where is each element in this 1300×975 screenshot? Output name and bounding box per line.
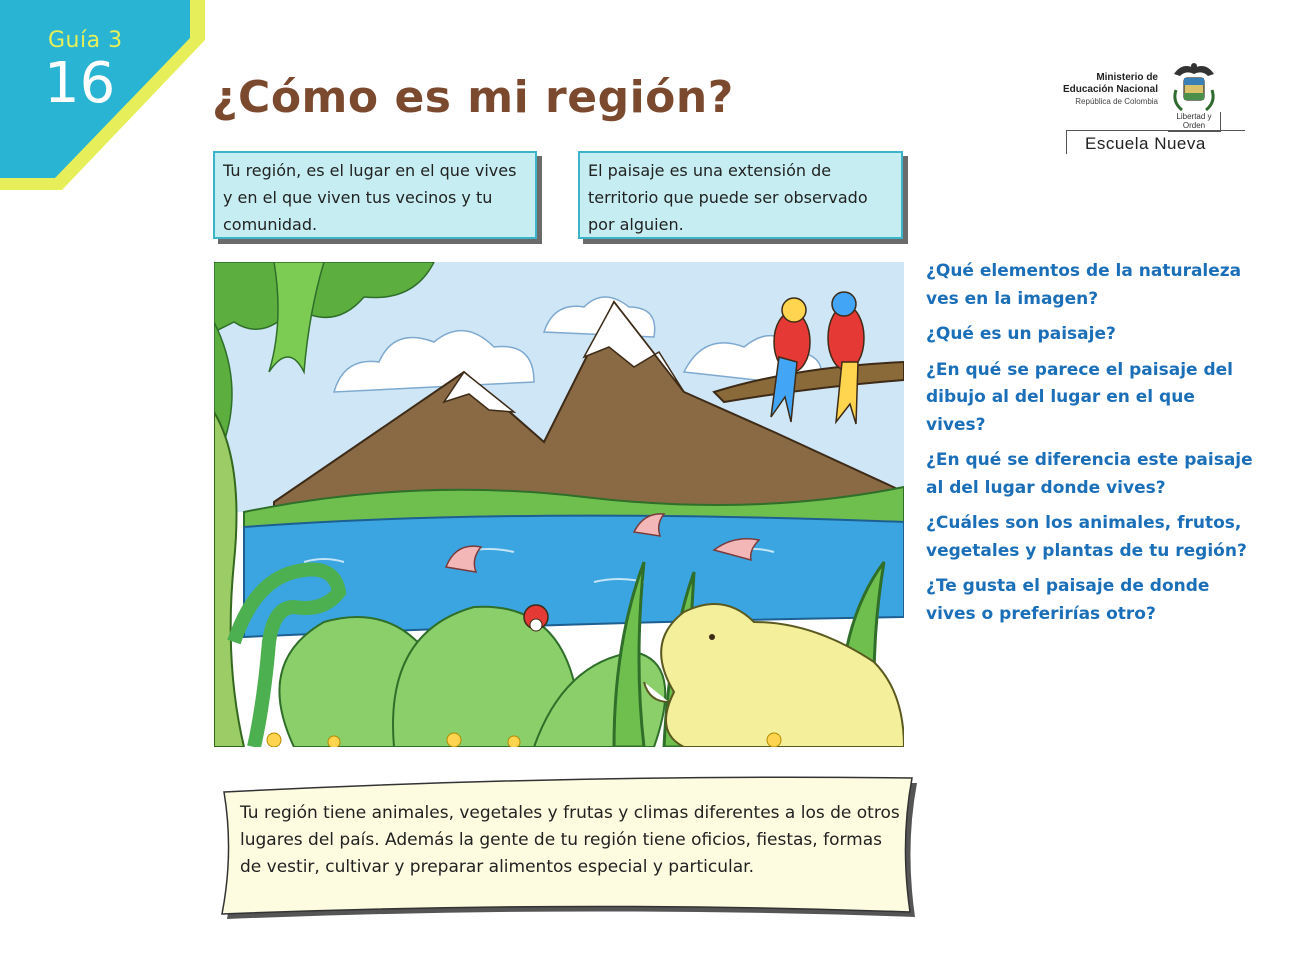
question-item: ¿Qué elementos de la naturaleza ves en la imagen? — [926, 261, 1242, 309]
question-item: ¿Te gusta el paisaje de donde vives o preferirías otro? — [926, 576, 1210, 624]
ministry-name — [1063, 72, 1158, 108]
ministry-line-2: Educación Nacional — [1062, 84, 1158, 95]
guide-label: Guía 3 — [48, 28, 123, 53]
ministry-logo — [1060, 60, 1230, 155]
guide-number: 16 — [44, 51, 116, 116]
coat-of-arms-icon — [1168, 60, 1220, 120]
summary-note-text: Tu región tiene animales, vegetales y frutas y climas diferentes a los de otros lugares del país. Además la gente de tu región tiene oficios, fiestas, formas de vestir, cultivar y preparar alimentos especial y particular. — [240, 803, 900, 877]
definition-region: Tu región, es el lugar en el que vives y en el que viven tus vecinos y tu comunidad. — [213, 151, 537, 239]
question-item: ¿Cuáles son los animales, frutos, vegetales y plantas de tu región? — [926, 513, 1247, 561]
landscape-illustration — [214, 262, 904, 747]
ministry-line-1: Ministerio de — [1096, 72, 1158, 83]
question-item: ¿Qué es un paisaje? — [926, 324, 1116, 344]
motto: Libertad y Orden — [1168, 112, 1221, 132]
question-item: ¿En qué se parece el paisaje del dibujo al del lugar en el que vives? — [926, 359, 1233, 435]
question-item: ¿En qué se diferencia este paisaje al del lugar donde vives? — [926, 450, 1253, 498]
ministry-line-3: República de Colombia — [1075, 97, 1158, 106]
page-title: ¿Cómo es mi región? — [212, 72, 734, 123]
school-name: Escuela Nueva — [1066, 130, 1245, 154]
definition-landscape: El paisaje es una extensión de territorio que puede ser observado por alguien. — [578, 151, 903, 239]
question-list — [926, 258, 1256, 636]
summary-note — [212, 772, 917, 920]
